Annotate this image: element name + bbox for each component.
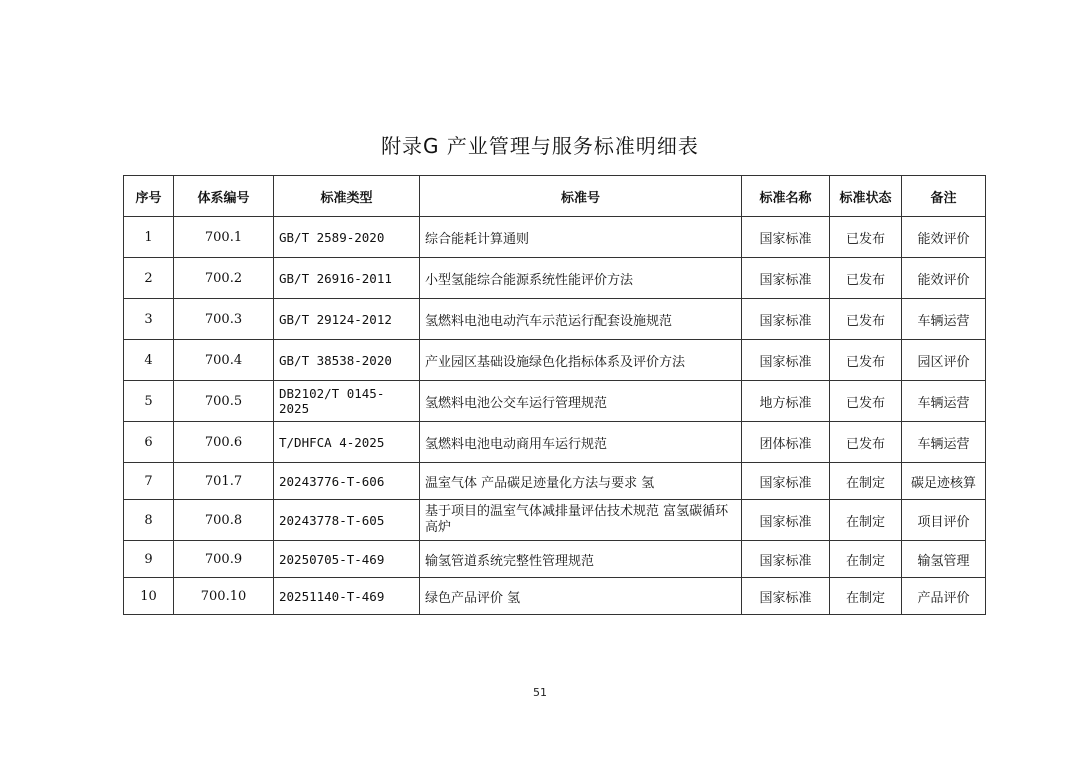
- cell-std-no: 氢燃料电池电动商用车运行规范: [420, 422, 742, 463]
- cell-remarks: 车辆运营: [902, 422, 986, 463]
- cell-seq: 3: [124, 299, 174, 340]
- cell-remarks: 能效评价: [902, 258, 986, 299]
- cell-seq: 6: [124, 422, 174, 463]
- table-row: [124, 578, 986, 615]
- cell-std-type: DB2102/T 0145-2025: [274, 381, 420, 422]
- cell-std-no: 绿色产品评价 氢: [420, 578, 742, 615]
- cell-seq: 2: [124, 258, 174, 299]
- cell-std-no: 基于项目的温室气体减排量评估技术规范 富氢碳循环高炉: [420, 500, 742, 541]
- cell-std-no: 小型氢能综合能源系统性能评价方法: [420, 258, 742, 299]
- cell-system-no: 700.6: [174, 422, 274, 463]
- cell-remarks: 车辆运营: [902, 381, 986, 422]
- cell-std-no: 氢燃料电池公交车运行管理规范: [420, 381, 742, 422]
- cell-remarks: 车辆运营: [902, 299, 986, 340]
- table-row: [124, 340, 986, 381]
- cell-std-name: 国家标准: [742, 217, 830, 258]
- cell-system-no: 700.4: [174, 340, 274, 381]
- standards-table: [123, 175, 986, 615]
- cell-seq: 9: [124, 541, 174, 578]
- cell-std-type: GB/T 29124-2012: [274, 299, 420, 340]
- cell-std-no: 温室气体 产品碳足迹量化方法与要求 氢: [420, 463, 742, 500]
- page-number: 51: [533, 686, 547, 699]
- cell-std-no: 综合能耗计算通则: [420, 217, 742, 258]
- cell-system-no: 701.7: [174, 463, 274, 500]
- header-seq: 序号: [124, 176, 174, 217]
- cell-remarks: 碳足迹核算: [902, 463, 986, 500]
- cell-std-status: 已发布: [830, 340, 902, 381]
- cell-std-no: 氢燃料电池电动汽车示范运行配套设施规范: [420, 299, 742, 340]
- cell-system-no: 700.10: [174, 578, 274, 615]
- cell-std-status: 在制定: [830, 500, 902, 541]
- table-header-row: [124, 176, 986, 217]
- cell-std-no: 产业园区基础设施绿色化指标体系及评价方法: [420, 340, 742, 381]
- table-row: [124, 217, 986, 258]
- cell-std-status: 已发布: [830, 299, 902, 340]
- cell-remarks: 项目评价: [902, 500, 986, 541]
- cell-std-type: GB/T 2589-2020: [274, 217, 420, 258]
- header-remarks: 备注: [902, 176, 986, 217]
- table-row: [124, 500, 986, 541]
- cell-system-no: 700.3: [174, 299, 274, 340]
- cell-system-no: 700.1: [174, 217, 274, 258]
- cell-std-name: 国家标准: [742, 541, 830, 578]
- cell-std-name: 团体标准: [742, 422, 830, 463]
- cell-std-type: 20243778-T-605: [274, 500, 420, 541]
- header-std-name: 标准名称: [742, 176, 830, 217]
- table-row: [124, 422, 986, 463]
- cell-std-name: 国家标准: [742, 299, 830, 340]
- cell-system-no: 700.2: [174, 258, 274, 299]
- table-row: [124, 463, 986, 500]
- cell-std-type: 20251140-T-469: [274, 578, 420, 615]
- page-title: 附录G 产业管理与服务标准明细表: [381, 134, 699, 158]
- cell-std-status: 在制定: [830, 463, 902, 500]
- header-std-no: 标准号: [420, 176, 742, 217]
- cell-seq: 1: [124, 217, 174, 258]
- cell-remarks: 能效评价: [902, 217, 986, 258]
- cell-std-type: T/DHFCA 4-2025: [274, 422, 420, 463]
- table-row: [124, 541, 986, 578]
- cell-std-no: 输氢管道系统完整性管理规范: [420, 541, 742, 578]
- cell-seq: 8: [124, 500, 174, 541]
- cell-std-status: 在制定: [830, 578, 902, 615]
- cell-std-type: GB/T 38538-2020: [274, 340, 420, 381]
- cell-std-type: 20243776-T-606: [274, 463, 420, 500]
- cell-std-type: 20250705-T-469: [274, 541, 420, 578]
- header-std-type: 标准类型: [274, 176, 420, 217]
- cell-system-no: 700.9: [174, 541, 274, 578]
- cell-std-status: 已发布: [830, 422, 902, 463]
- cell-std-name: 国家标准: [742, 340, 830, 381]
- cell-system-no: 700.5: [174, 381, 274, 422]
- cell-std-status: 已发布: [830, 217, 902, 258]
- cell-system-no: 700.8: [174, 500, 274, 541]
- cell-remarks: 输氢管理: [902, 541, 986, 578]
- cell-std-status: 已发布: [830, 381, 902, 422]
- cell-std-name: 国家标准: [742, 258, 830, 299]
- cell-std-status: 在制定: [830, 541, 902, 578]
- header-std-status: 标准状态: [830, 176, 902, 217]
- cell-std-name: 国家标准: [742, 463, 830, 500]
- cell-std-name: 地方标准: [742, 381, 830, 422]
- cell-std-type: GB/T 26916-2011: [274, 258, 420, 299]
- cell-remarks: 产品评价: [902, 578, 986, 615]
- header-system-no: 体系编号: [174, 176, 274, 217]
- cell-seq: 5: [124, 381, 174, 422]
- cell-std-name: 国家标准: [742, 500, 830, 541]
- cell-seq: 10: [124, 578, 174, 615]
- cell-seq: 7: [124, 463, 174, 500]
- table-row: [124, 299, 986, 340]
- cell-std-name: 国家标准: [742, 578, 830, 615]
- table-row: [124, 258, 986, 299]
- table-row: [124, 381, 986, 422]
- cell-std-status: 已发布: [830, 258, 902, 299]
- cell-remarks: 园区评价: [902, 340, 986, 381]
- cell-seq: 4: [124, 340, 174, 381]
